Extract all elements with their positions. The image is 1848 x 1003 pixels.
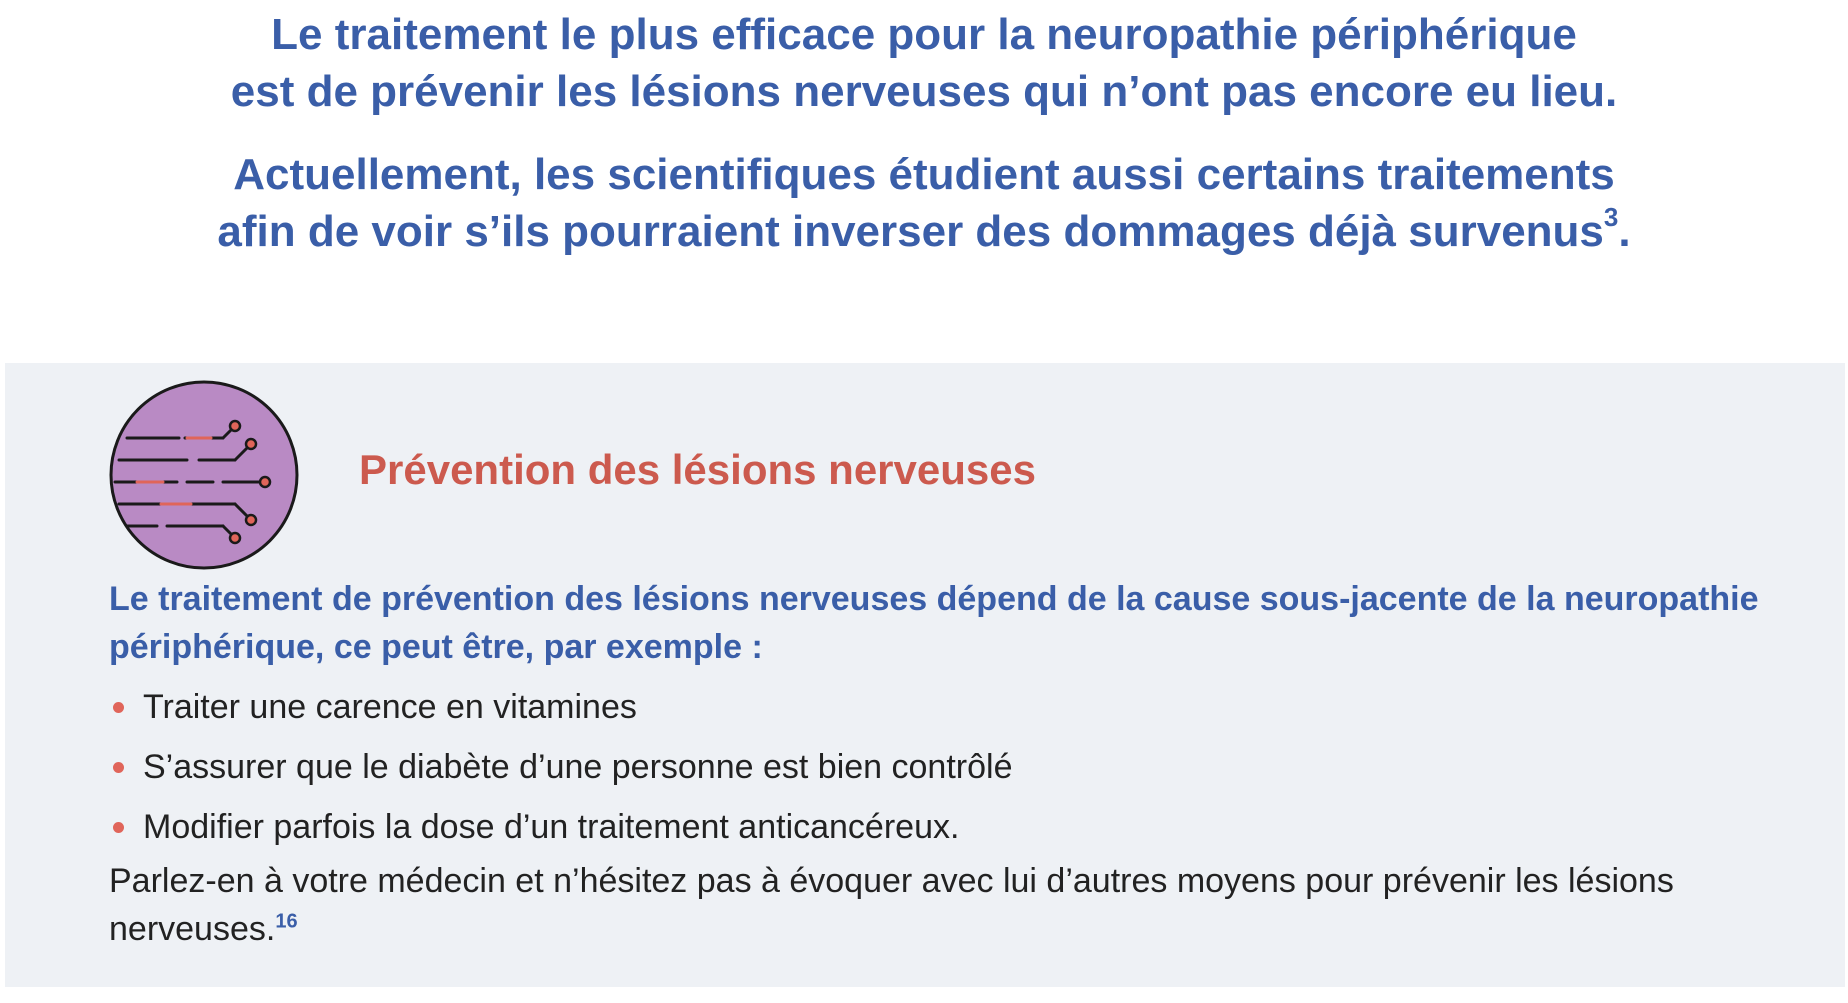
reference-superscript-3: 3 — [1603, 202, 1619, 233]
intro-paragraph1-line1: Le traitement le plus efficace pour la neuropathie périphérique — [271, 10, 1577, 59]
intro-paragraph2-period: . — [1618, 207, 1631, 256]
intro-paragraph2-line2-wrap — [0, 203, 1848, 260]
list-item-text: Traiter une carence en vitamines — [143, 688, 637, 726]
intro-paragraph-research — [0, 146, 1848, 260]
intro-paragraph2-line1: Actuellement, les scientifiques étudient aussi certains traitements — [233, 150, 1615, 199]
list-item — [109, 677, 1012, 737]
list-item-text: S’assurer que le diabète d’une personne est bien contrôlé — [143, 748, 1013, 786]
bullet-dot-icon — [113, 702, 124, 713]
nerve-circuit-icon — [107, 378, 301, 572]
reference-superscript-16: 16 — [275, 910, 298, 933]
intro-paragraph-prevention — [0, 6, 1848, 120]
list-item — [109, 797, 1012, 857]
bullet-dot-icon — [113, 762, 124, 773]
panel-lead-text: Le traitement de prévention des lésions nerveuses dépend de la cause sous-jacente de la neuropathie périphérique, ce peut être, par exemple : — [109, 580, 1759, 666]
closing-advice — [109, 857, 1809, 953]
panel-title: Prévention des lésions nerveuses — [359, 446, 1036, 493]
intro-paragraph2-line2: afin de voir s’ils pourraient inverser des dommages déjà survenus — [217, 207, 1604, 256]
list-item — [109, 737, 1012, 797]
bullet-dot-icon — [113, 822, 124, 833]
closing-text: Parlez-en à votre médecin et n’hésitez pas à évoquer avec lui d’autres moyens pour prévenir les lésions nerveuses. — [109, 862, 1674, 948]
intro-paragraph1-line2: est de prévenir les lésions nerveuses qui n’ont pas encore eu lieu. — [230, 67, 1618, 116]
prevention-panel — [5, 363, 1845, 987]
list-item-text: Modifier parfois la dose d’un traitement anticancéreux. — [143, 808, 960, 846]
prevention-examples-list — [109, 677, 1012, 857]
